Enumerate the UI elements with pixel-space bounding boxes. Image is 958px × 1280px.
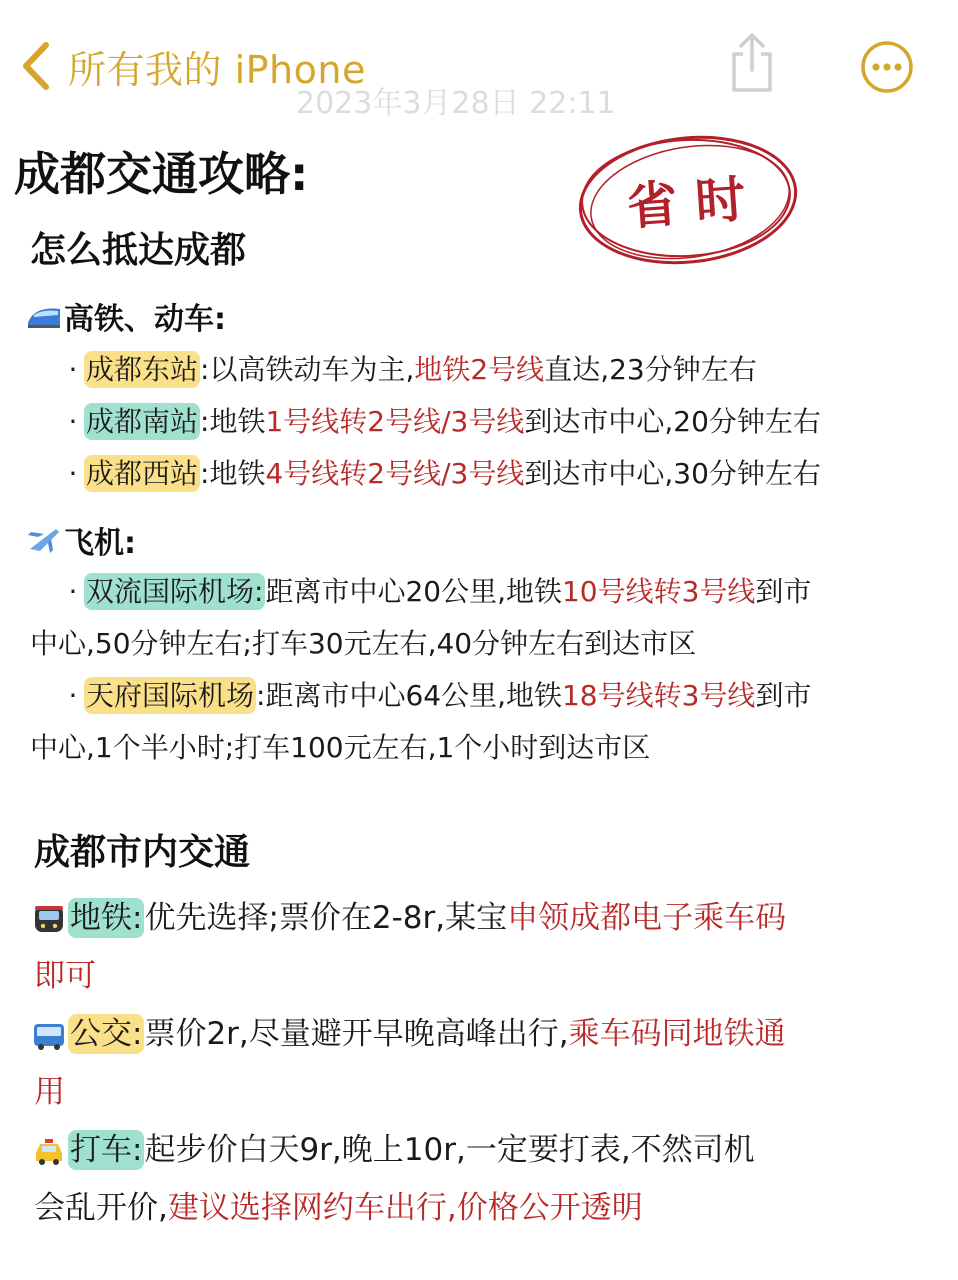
list-item: · 双流国际机场:距离市中心20公里,地铁10号线转3号线到市 <box>68 575 812 608</box>
airport-name: 双流国际机场: <box>86 575 264 608</box>
metro-label: 地铁: <box>70 900 143 936</box>
list-item: · 成都西站:地铁4号线转2号线/3号线到达市中心,30分钟左右 <box>68 457 821 490</box>
back-label: 所有我的 iPhone <box>68 47 366 92</box>
plane-heading <box>26 518 136 562</box>
rail-heading <box>26 294 226 338</box>
page-title: 成都交通攻略: <box>14 147 309 201</box>
bus-continuation: 用 <box>34 1074 65 1110</box>
share-button[interactable] <box>726 30 778 96</box>
more-button[interactable] <box>860 40 914 94</box>
chevron-left-icon <box>18 39 52 93</box>
metro-item: 地铁:优先选择;票价在2-8r,某宝申领成都电子乘车码 <box>32 896 786 940</box>
share-icon <box>726 30 778 96</box>
list-item: · 成都南站:地铁1号线转2号线/3号线到达市中心,20分钟左右 <box>68 405 821 438</box>
section-heading-arrival: 怎么抵达成都 <box>30 230 247 271</box>
metro-icon <box>32 903 66 937</box>
stamp-text: 省时 <box>625 167 766 237</box>
plane-heading-text: 飞机: <box>64 526 136 561</box>
stamp <box>574 128 802 270</box>
navigation-bar <box>0 0 958 120</box>
list-item: · 天府国际机场:距离市中心64公里,地铁18号线转3号线到市 <box>68 679 812 712</box>
metro-continuation: 即可 <box>34 958 96 994</box>
station-name: 成都西站 <box>86 457 199 490</box>
taxi-icon <box>32 1135 66 1169</box>
note-date: 2023年3月28日 22:11 <box>296 86 616 121</box>
list-item-continuation: 中心,50分钟左右;打车30元左右,40分钟左右到达市区 <box>30 627 697 660</box>
train-icon <box>26 301 62 331</box>
taxi-continuation: 会乱开价,建议选择网约车出行,价格公开透明 <box>34 1190 643 1226</box>
bus-item: 公交:票价2r,尽量避开早晚高峰出行,乘车码同地铁通 <box>32 1012 786 1056</box>
airport-name: 天府国际机场 <box>86 679 255 712</box>
airplane-icon <box>26 525 62 555</box>
bus-icon <box>32 1019 66 1053</box>
section-heading-city: 成都市内交通 <box>34 832 251 873</box>
station-name: 成都南站 <box>86 405 199 438</box>
list-item-continuation: 中心,1个半小时;打车100元左右,1个小时到达市区 <box>30 731 651 764</box>
taxi-label: 打车: <box>70 1132 143 1168</box>
taxi-item: 打车:起步价白天9r,晚上10r,一定要打表,不然司机 <box>32 1128 755 1172</box>
list-item: · 成都东站:以高铁动车为主,地铁2号线直达,23分钟左右 <box>68 353 757 386</box>
station-name: 成都东站 <box>86 353 199 386</box>
more-icon <box>860 40 914 94</box>
bus-label: 公交: <box>70 1016 143 1052</box>
rail-heading-text: 高铁、动车: <box>64 302 226 337</box>
